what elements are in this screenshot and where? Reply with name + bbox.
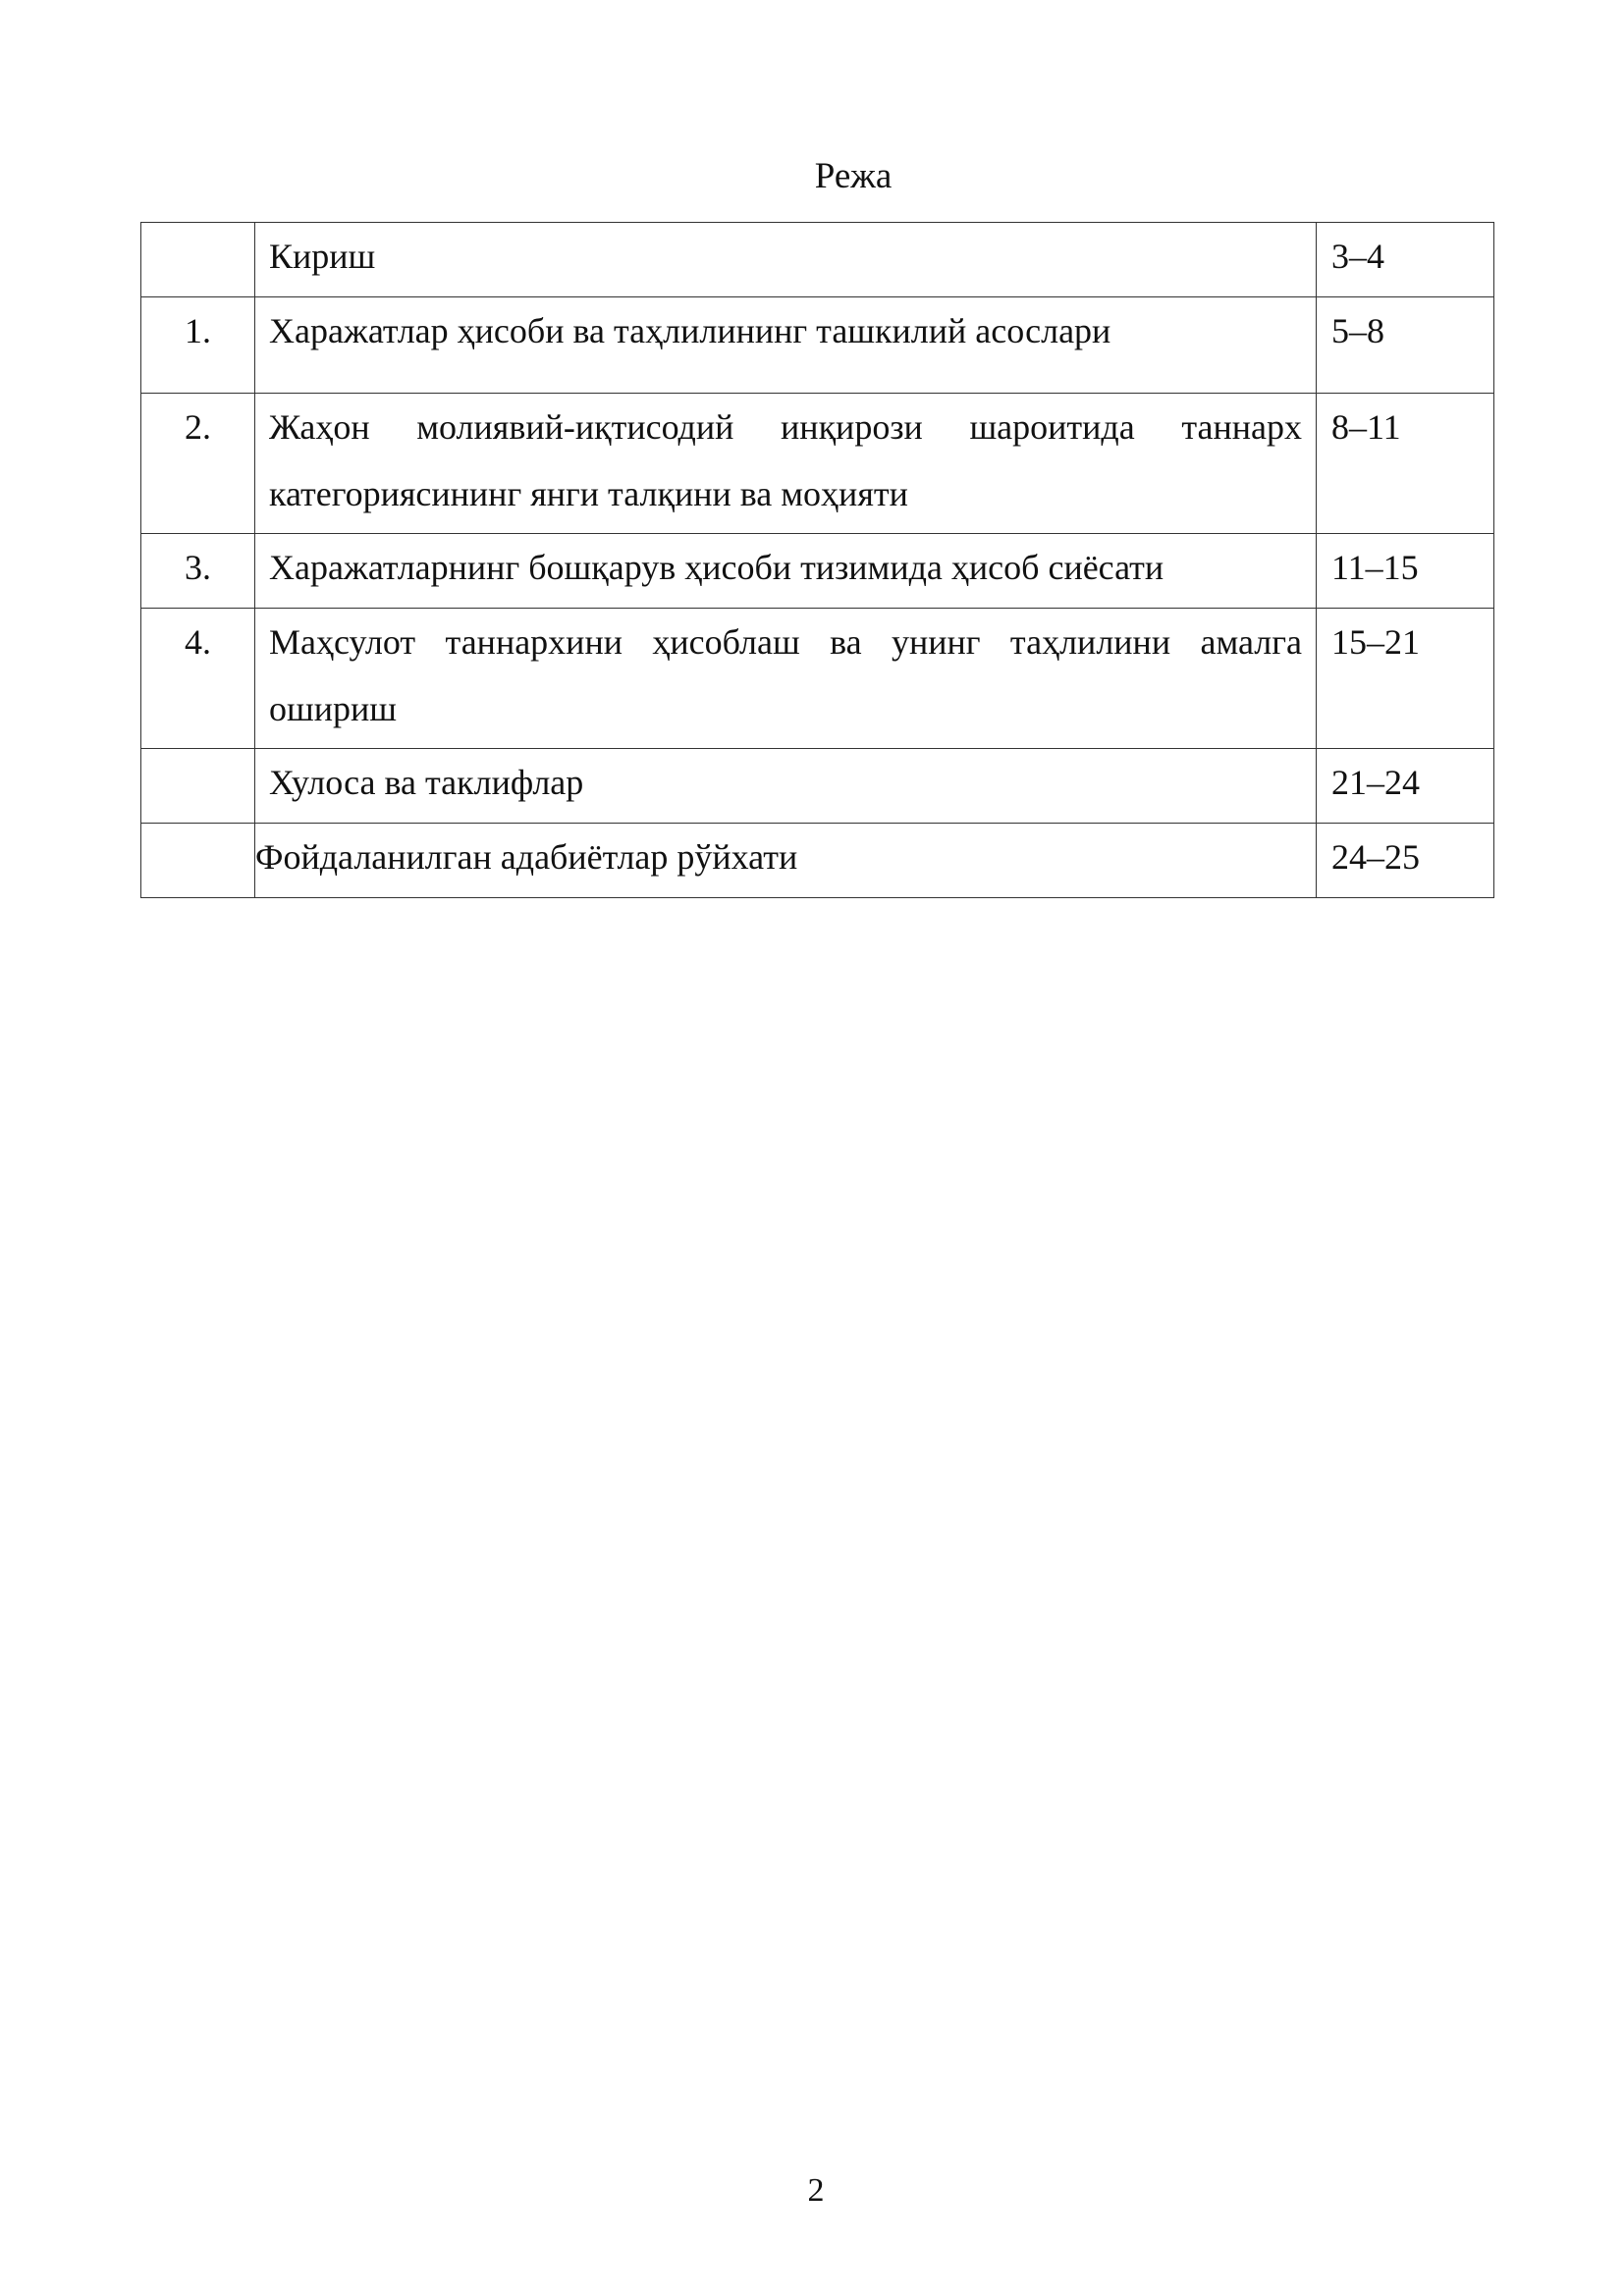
toc-row-title: Харажатлар ҳисоби ва таҳлилининг ташкилий асослари [255, 297, 1317, 394]
toc-row-pages: 3–4 [1317, 223, 1494, 297]
toc-row [141, 394, 1494, 534]
toc-row-pages: 21–24 [1317, 749, 1494, 824]
table-of-contents [140, 222, 1494, 898]
toc-row-pages: 15–21 [1317, 609, 1494, 749]
toc-row-number: 3. [141, 534, 255, 609]
toc-row-title: Жаҳон молиявий-иқтисодий инқирози шароитида таннарх категориясининг янги талқини ва моҳияти [255, 394, 1317, 534]
toc-row [141, 824, 1494, 898]
toc-row-pages: 5–8 [1317, 297, 1494, 394]
toc-row-number: 2. [141, 394, 255, 534]
toc-row-pages: 8–11 [1317, 394, 1494, 534]
page-title: Режа [814, 156, 893, 196]
toc-row-title: Кириш [255, 223, 1317, 297]
toc-row [141, 749, 1494, 824]
toc-row-number [141, 223, 255, 297]
toc-row [141, 223, 1494, 297]
toc-row-pages: 11–15 [1317, 534, 1494, 609]
toc-row-title: Фойдаланилган адабиётлар рўйхати [255, 824, 1317, 898]
toc-row-number [141, 824, 255, 898]
toc-row-title: Хулоса ва таклифлар [255, 749, 1317, 824]
toc-row-number: 4. [141, 609, 255, 749]
page-number: 2 [807, 2172, 825, 2209]
toc-row [141, 609, 1494, 749]
toc-row-number [141, 749, 255, 824]
toc-row [141, 534, 1494, 609]
toc-row-pages: 24–25 [1317, 824, 1494, 898]
toc-row [141, 297, 1494, 394]
toc-row-title: Маҳсулот таннархини ҳисоблаш ва унинг таҳлилини амалга ошириш [255, 609, 1317, 749]
toc-row-number: 1. [141, 297, 255, 394]
toc-row-title: Харажатларнинг бошқарув ҳисоби тизимида ҳисоб сиёсати [255, 534, 1317, 609]
